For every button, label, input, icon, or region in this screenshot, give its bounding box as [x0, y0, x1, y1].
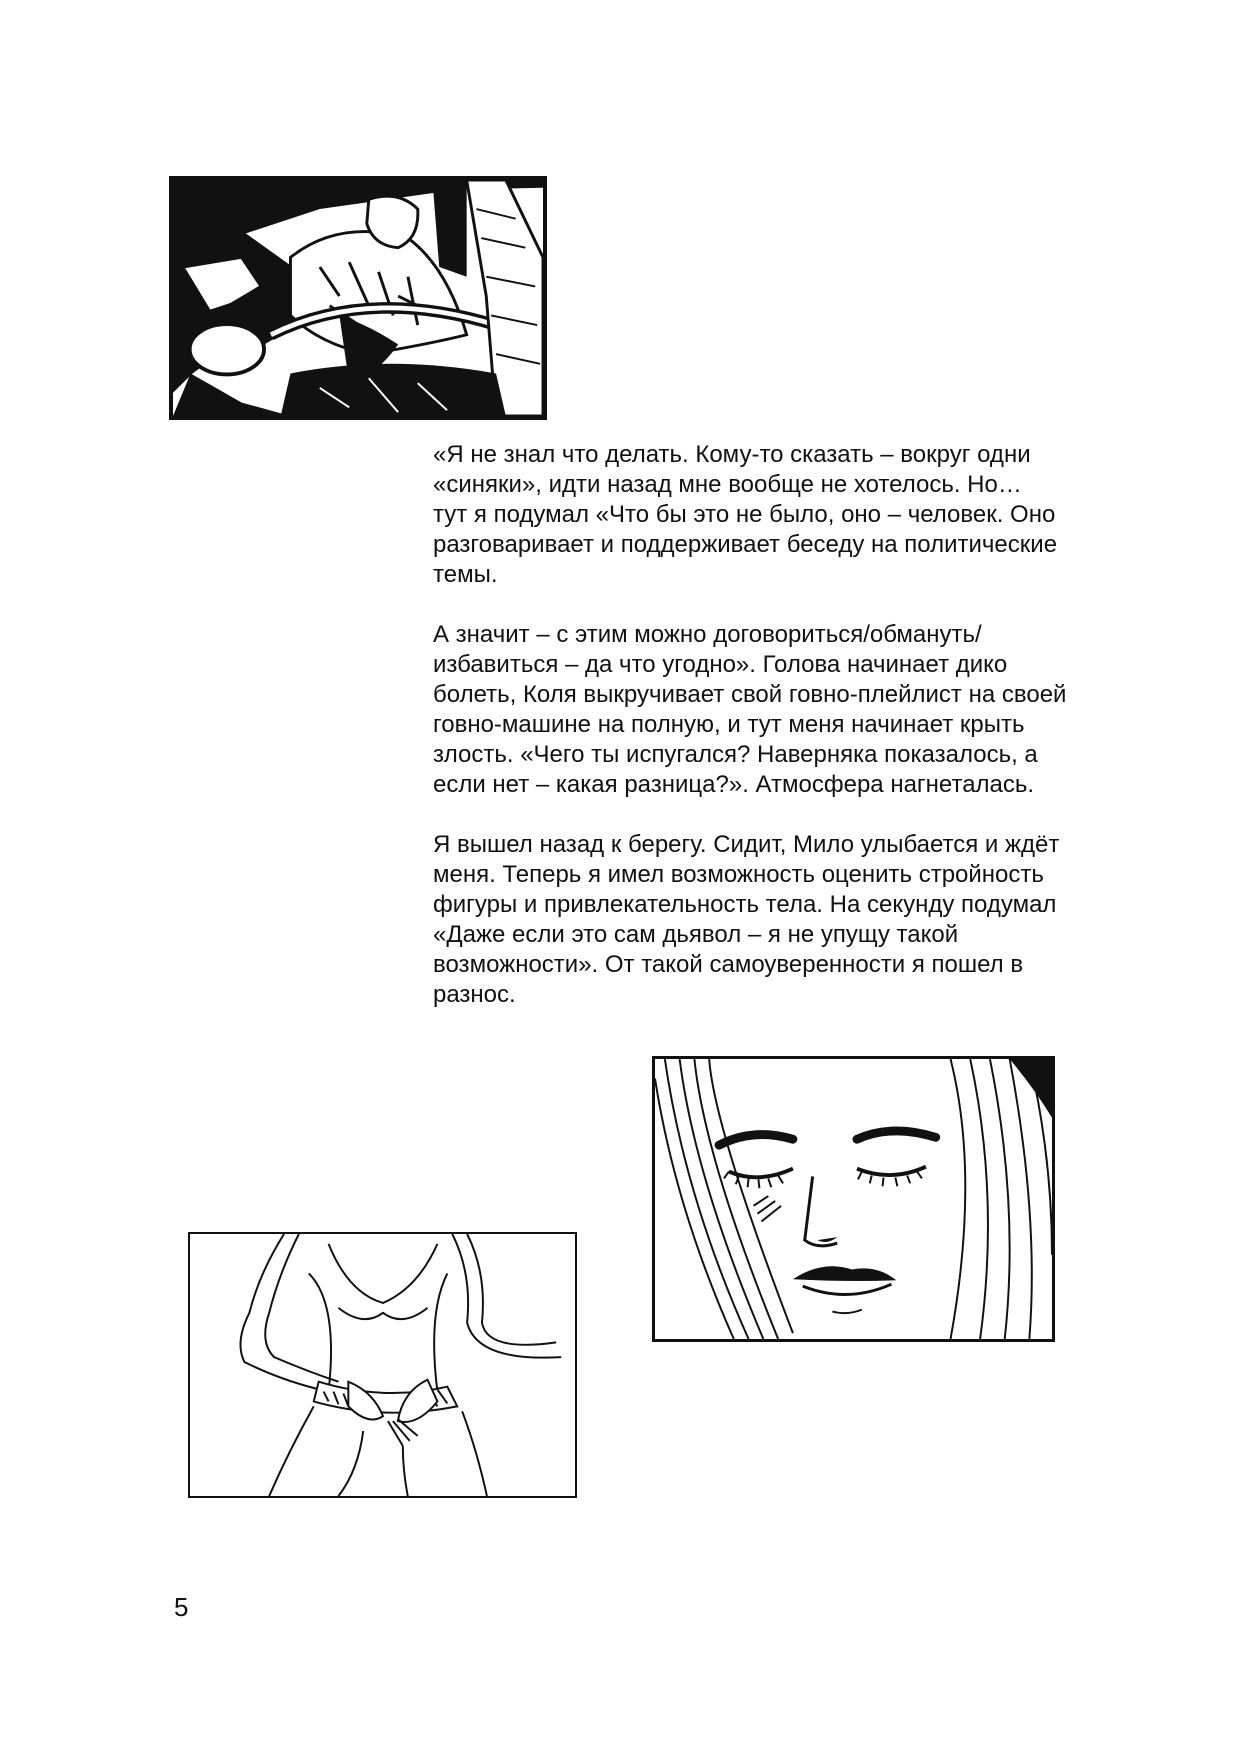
story-text [433, 440, 1113, 1040]
story-paragraph-1: «Я не знал что делать. Кому-то сказать – вокруг одни «синяки», идти назад мне вообще не хотелось. Но… тут я подумал «Что бы это не было, оно – человек. Оно разговаривает и поддерживает беседу на политические темы. [433, 441, 1058, 588]
comic-panel-car-interior [169, 176, 547, 420]
torso-illustration [190, 1234, 575, 1496]
story-paragraph-3: Я вышел назад к берегу. Сидит, Мило улыбается и ждёт меня. Теперь я имел возможность оценить стройность фигуры и привлекательность тела. На секунду подумал «Даже если это сам дьявол – я не упущу такой возможности». От такой самоуверенности я пошел в разнос. [433, 831, 1060, 1008]
car-interior-illustration [173, 180, 543, 416]
face-illustration [655, 1059, 1052, 1339]
story-paragraph-2: А значит – с этим можно договориться/обмануть/ избавиться – да что угодно». Голова начинает дико болеть, Коля выкручивает свой говно-плейлист на своей говно-машине на полную, и тут меня начинает крыть злость. «Чего ты испугался? Наверняка показалось, а если нет – какая разница?». Атмосфера нагнеталась. [433, 621, 1067, 798]
page-number: 5 [174, 1592, 189, 1622]
comic-panel-face [652, 1056, 1055, 1342]
comic-panel-torso [188, 1232, 577, 1498]
